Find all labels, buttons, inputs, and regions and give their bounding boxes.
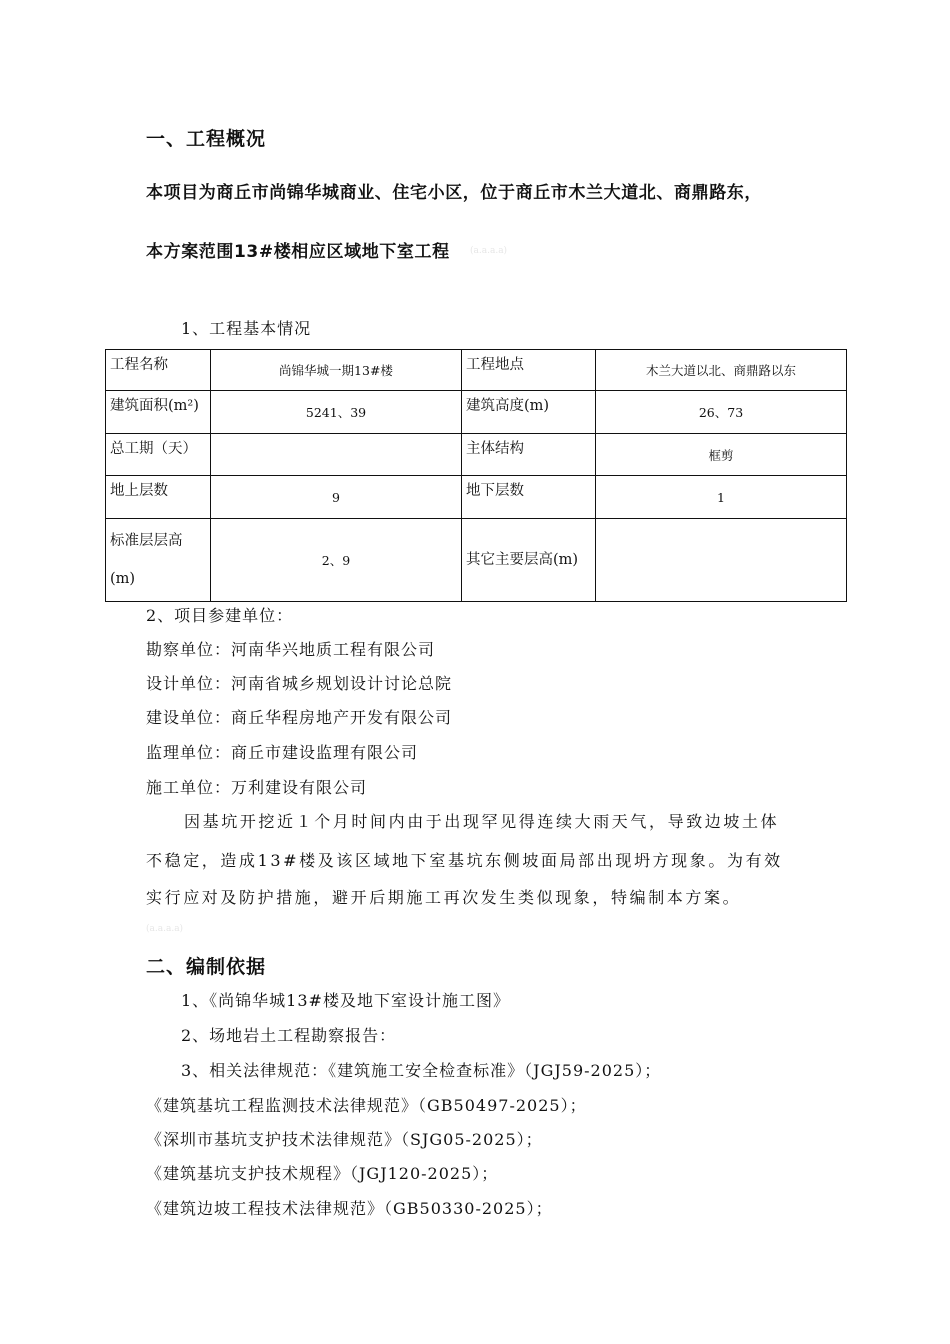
table-value: 框剪 (596, 434, 847, 476)
table-label: 总工期（天） (106, 434, 211, 476)
participant-item: 勘察单位：河南华兴地质工程有限公司 (146, 640, 436, 659)
table-row (106, 350, 847, 391)
table-value: 9 (211, 476, 462, 519)
participant-item: 建设单位：商丘华程房地产开发有限公司 (146, 708, 453, 727)
table-label: 地下层数 (462, 476, 596, 519)
table-label: 工程地点 (462, 350, 596, 391)
table-row (106, 391, 847, 434)
intro-line-2: 本方案范围13#楼相应区域地下室工程 (146, 242, 450, 262)
faint-mark: (a.a.a.a) (146, 924, 184, 934)
table-label: 建筑高度(m) (462, 391, 596, 434)
paragraph-line-3: 实行应对及防护措施，避开后期施工再次发生类似现象，特编制本方案。 (146, 888, 742, 907)
table-label-line1: 标准层层高 (110, 533, 183, 549)
table-row (106, 434, 847, 476)
table-value (596, 519, 847, 602)
paragraph-line-1: 因基坑开挖近１个月时间内由于出现罕见得连续大雨天气，导致边坡土体 (184, 812, 780, 831)
norm-item: 《建筑基坑工程监测技术法律规范》（GB50497-2025）； (146, 1096, 587, 1115)
table-value: 尚锦华城一期13#楼 (211, 350, 462, 391)
project-info-table (105, 349, 847, 602)
norm-item: 《深圳市基坑支护技术法律规范》（SJG05-2025）； (146, 1130, 543, 1149)
basis-item: 1、《尚锦华城13#楼及地下室设计施工图》 (181, 991, 510, 1010)
table-label (106, 519, 211, 602)
participant-item: 施工单位：万利建设有限公司 (146, 778, 368, 797)
paragraph-line-2: 不稳定，造成13#楼及该区域地下室基坑东侧坡面局部出现坍方现象。为有效 (146, 851, 783, 870)
table-label: 地上层数 (106, 476, 211, 519)
section-heading-overview: 一、工程概况 (146, 128, 267, 150)
table-row (106, 476, 847, 519)
table-value: 1 (596, 476, 847, 519)
table-value: 26、73 (596, 391, 847, 434)
table-value: 5241、39 (211, 391, 462, 434)
norm-item: 《建筑边坡工程技术法律规范》（GB50330-2025）； (146, 1199, 553, 1218)
table-label: 工程名称 (106, 350, 211, 391)
basis-item: 2、场地岩土工程勘察报告： (181, 1026, 397, 1045)
subheading-basic-info: 1、工程基本情况 (181, 319, 312, 338)
table-label: 建筑面积(m²) (106, 391, 211, 434)
table-value: 2、9 (211, 519, 462, 602)
faint-mark: (a.a.a.a) (470, 246, 508, 256)
participants-heading: 2、项目参建单位： (146, 606, 294, 625)
norm-item: 《建筑基坑支护技术规程》（JGJ120-2025）； (146, 1164, 499, 1183)
table-value (211, 434, 462, 476)
section-heading-basis: 二、编制依据 (146, 956, 267, 978)
table-label-line2: (m) (110, 571, 136, 587)
table-label: 主体结构 (462, 434, 596, 476)
table-row (106, 519, 847, 602)
participant-item: 监理单位：商丘市建设监理有限公司 (146, 743, 419, 762)
table-value: 木兰大道以北、商鼎路以东 (596, 350, 847, 391)
table-label: 其它主要层高(m) (462, 519, 596, 602)
participant-item: 设计单位：河南省城乡规划设计讨论总院 (146, 674, 453, 693)
basis-item: 3、相关法律规范：《建筑施工安全检查标准》（JGJ59-2025）； (181, 1061, 662, 1080)
intro-line-1: 本项目为商丘市尚锦华城商业、住宅小区，位于商丘市木兰大道北、商鼎路东， (146, 183, 762, 203)
